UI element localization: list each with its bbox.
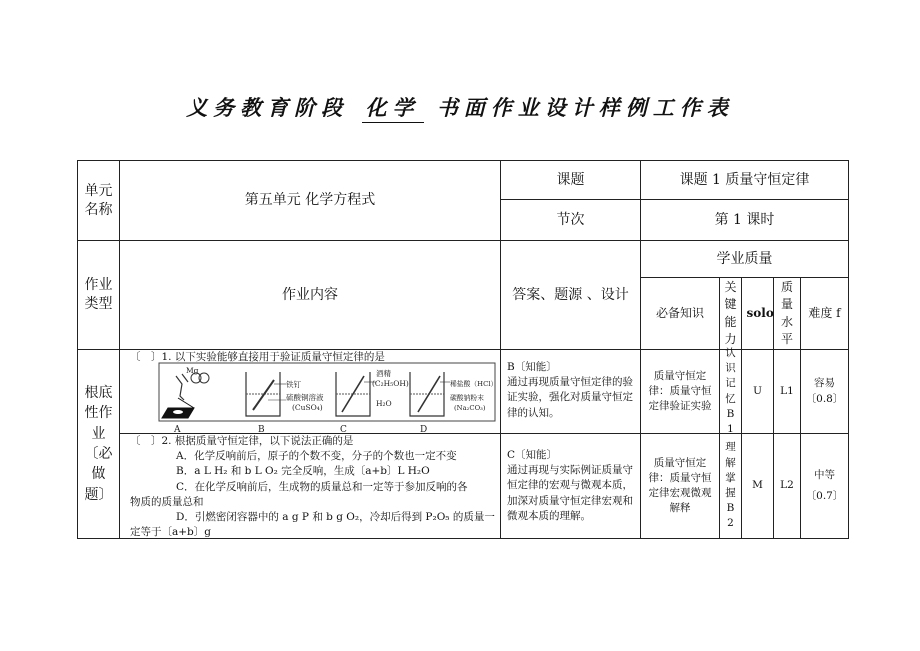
- period-label-cell: [500, 199, 641, 241]
- category-label: 根底性作业〔必做题〕: [84, 385, 113, 503]
- difficulty-label: 难度 f: [808, 305, 841, 320]
- solo-label: solo: [746, 305, 774, 320]
- category-cell: [77, 349, 120, 539]
- q2-key-ability: 理解掌握B2: [725, 441, 736, 530]
- option-label-d: D: [420, 425, 428, 434]
- period-label: 节次: [556, 211, 585, 228]
- content-label: 作业内容: [282, 286, 338, 303]
- q2-option-d: D．引燃密闭容器中的 a g P 和 b g O₂，冷却后得到 P₂O₅ 的质量一: [176, 511, 495, 524]
- solo-label-cell: [741, 277, 774, 350]
- q1-difficulty-value: 〔0.8〕: [805, 392, 844, 405]
- content-label-cell: [119, 240, 501, 350]
- q2-solo-cell: [741, 433, 774, 539]
- figure-b2: 硫酸铜溶液: [286, 393, 324, 402]
- q2-option-a: A．化学反响前后，原子的个数不变，分子的个数也一定不变: [176, 450, 457, 463]
- q2-level-cell: [773, 433, 801, 539]
- figure-c3: H₂O: [376, 399, 392, 408]
- q2-option-b: B．a L H₂ 和 b L O₂ 完全反响，生成〔a+b〕L H₂O: [176, 465, 430, 478]
- q1-solo: U: [753, 384, 762, 397]
- topic-label-cell: [500, 160, 641, 200]
- q2-difficulty-cell: [800, 433, 849, 539]
- title-subject: 化学: [362, 92, 424, 123]
- figure-b1: 铁钉: [286, 380, 301, 389]
- figure-b: [246, 372, 286, 416]
- option-label-a: A: [174, 425, 181, 434]
- q1-answer-head: B〔知能〕: [507, 361, 557, 373]
- q2-answer-cell: [500, 433, 641, 539]
- topic-label: 课题: [556, 171, 585, 188]
- topic-value-cell: [640, 160, 849, 200]
- period-value: 第 1 课时: [714, 211, 775, 228]
- q1-stem: 〔 〕1. 以下实验能够直接用于验证质量守恒定律的是: [130, 351, 385, 363]
- figure-c2: (C₂H₅OH): [372, 379, 409, 388]
- q1-level-cell: [773, 349, 801, 434]
- q2-option-c: C．在化学反响前后，生成物的质量总和一定等于参加反响的各: [176, 480, 468, 493]
- q1-level: L1: [780, 384, 794, 397]
- q2-solo: M: [752, 479, 763, 492]
- unit-label: 单元名称: [84, 182, 113, 218]
- knowledge-label-cell: [640, 277, 720, 350]
- quality-label: 学业质量: [716, 250, 773, 267]
- q2-answer-body: 通过再现与实际例证质量守恒定律的宏观与微观本质，加深对质量守恒定律宏观和微观本质的理解。: [507, 464, 633, 522]
- unit-label-cell: [77, 160, 120, 241]
- quality-level-label-cell: [773, 277, 801, 350]
- q2-option-c-cont: 物质的质量总和: [130, 495, 204, 508]
- q1-solo-cell: [741, 349, 774, 434]
- topic-value: 课题 1 质量守恒定律: [679, 171, 810, 188]
- q1-difficulty: 容易: [814, 377, 835, 390]
- quality-label-cell: [640, 240, 849, 278]
- answer-label: 答案、题源 、设计: [512, 286, 629, 303]
- figure-d1: 稀盐酸（HCl）: [450, 380, 498, 388]
- option-label-c: C: [340, 425, 347, 434]
- q1-key-ability: 认识记忆B1: [725, 346, 736, 435]
- q1-knowledge: 质量守恒定律：质量守恒定律验证实验: [648, 369, 712, 413]
- figure-a: [162, 373, 209, 418]
- knowledge-label: 必备知识: [655, 305, 704, 320]
- q1-key-ability-cell: [719, 346, 742, 435]
- q2-option-d-cont: 定等于〔a+b〕g: [130, 526, 212, 539]
- title-left: 义务教育阶段: [186, 95, 349, 120]
- q2-stem: 〔 〕2. 根据质量守恒定律，以下说法正确的是: [130, 435, 354, 447]
- q1-answer-body: 通过再现质量守恒定律的验证实验，强化对质量守恒定律的认知。: [507, 376, 633, 419]
- quality-level-label: 质量水平: [780, 279, 793, 346]
- q2-answer-head: C〔知能〕: [507, 449, 558, 461]
- answer-label-cell: [500, 240, 641, 350]
- q1-knowledge-cell: [640, 349, 720, 434]
- type-label: 作业类型: [84, 277, 113, 312]
- figure-d: [410, 372, 450, 416]
- figure-d3: (Na₂CO₃): [454, 404, 486, 412]
- q1-figure: [158, 362, 498, 434]
- figure-b3: (CuSO₄): [292, 403, 323, 412]
- unit-value: 第五单元 化学方程式: [244, 192, 376, 209]
- q2-difficulty-value: 〔0.7〕: [805, 490, 844, 502]
- figure-mg-label: Mg: [186, 366, 199, 375]
- key-ability-label-cell: [719, 277, 742, 350]
- q2-difficulty: 中等: [814, 468, 835, 481]
- q2-key-ability-cell: [719, 433, 742, 539]
- q2-content: [130, 434, 498, 541]
- figure-c: [336, 372, 376, 416]
- period-value-cell: [640, 199, 849, 241]
- unit-value-cell: [119, 160, 501, 241]
- q1-answer-cell: [500, 349, 641, 434]
- q2-knowledge: 质量守恒定律：质量守恒定律宏观微观解释: [648, 456, 712, 515]
- difficulty-label-cell: [800, 277, 849, 350]
- type-label-cell: [77, 240, 120, 350]
- key-ability-label: 关键能力: [724, 279, 737, 346]
- figure-c1: 酒精: [376, 369, 391, 378]
- figure-d2: 碳酸钠粉末: [450, 394, 484, 402]
- title-right: 书面作业设计样例工作表: [436, 95, 734, 120]
- q2-knowledge-cell: [640, 433, 720, 539]
- q1-difficulty-cell: [800, 349, 849, 434]
- page-title: [0, 92, 920, 123]
- option-label-b: B: [258, 425, 265, 434]
- q2-level: L2: [780, 479, 794, 492]
